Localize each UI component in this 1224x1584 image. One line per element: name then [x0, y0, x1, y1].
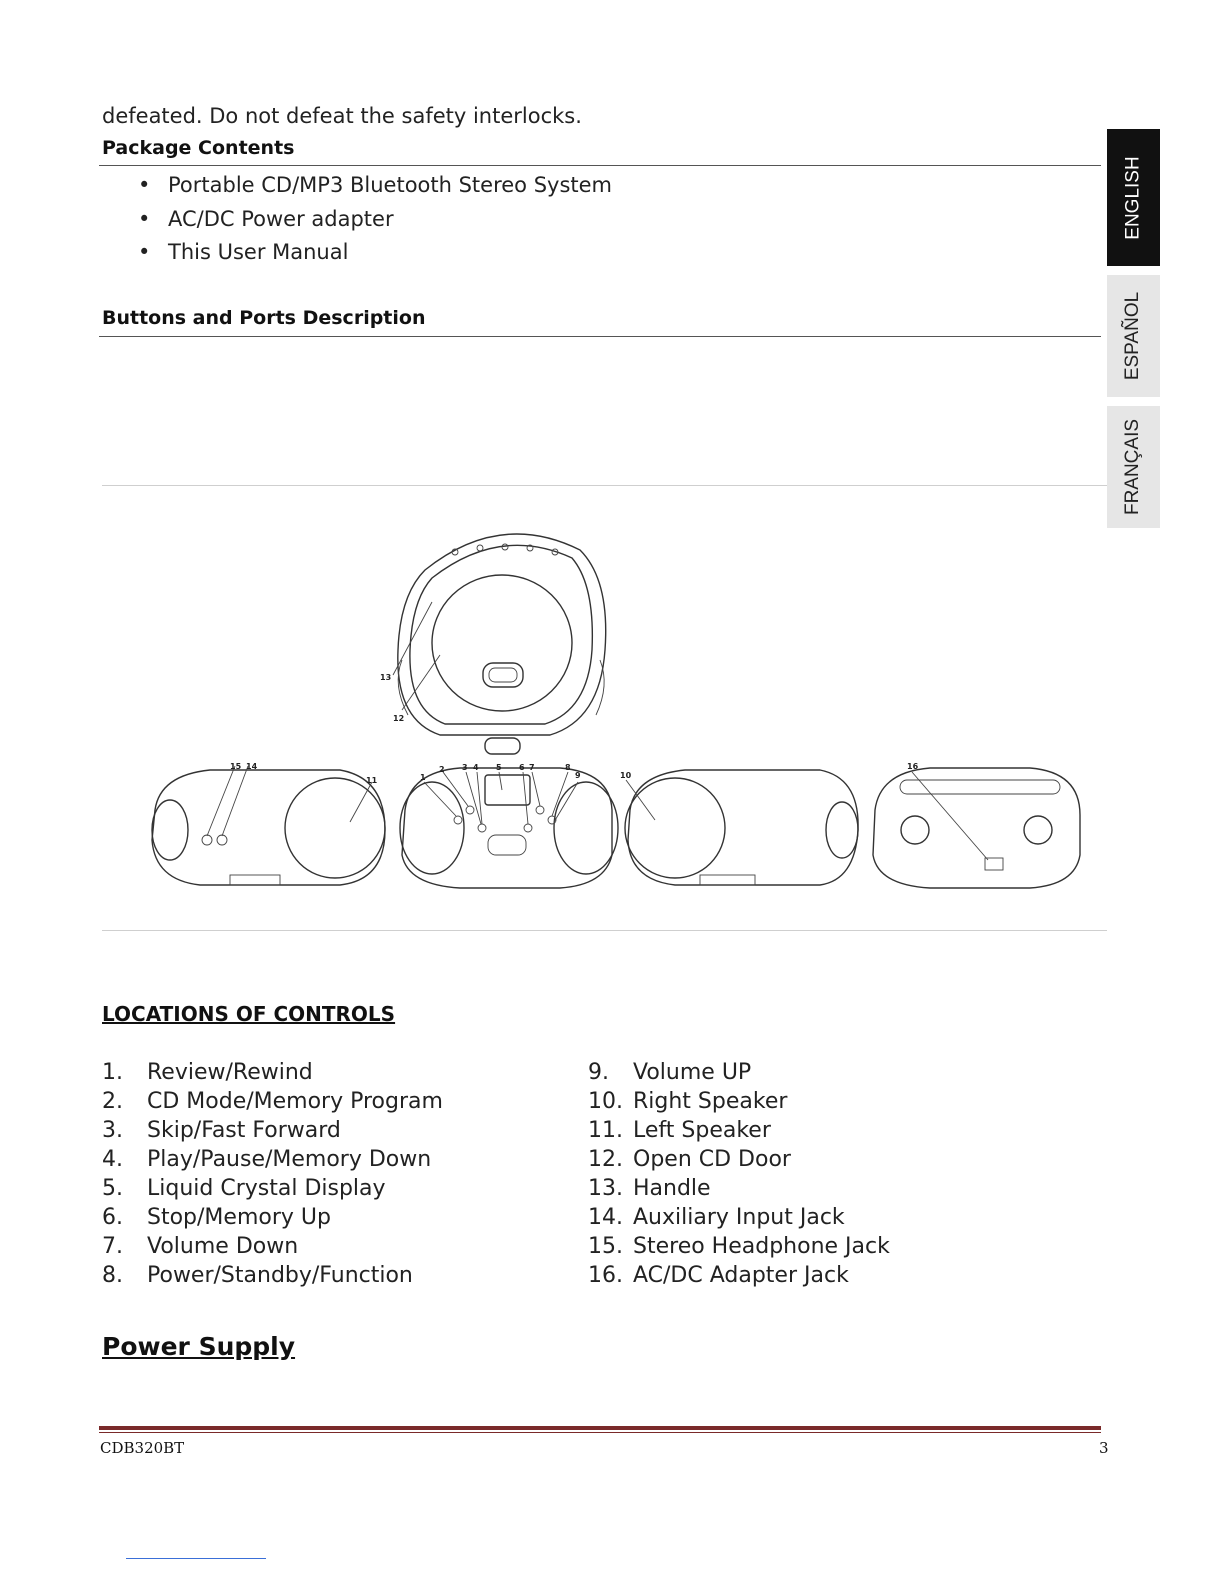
locations-heading: LOCATIONS OF CONTROLS [102, 1002, 396, 1026]
divider [99, 336, 1101, 337]
callout-6: 6 [519, 763, 525, 772]
bottom-link-underline [126, 1558, 266, 1559]
left-side-illustration [152, 766, 385, 885]
callout-7: 7 [529, 763, 535, 772]
top-view-illustration [393, 534, 606, 754]
continued-text: defeated. Do not defeat the safety interlocks. [102, 104, 582, 128]
callout-15: 15 [230, 762, 242, 771]
boombox-diagram [140, 510, 1090, 910]
callout-11: 11 [366, 776, 378, 785]
callout-12: 12 [393, 714, 405, 723]
footer-rule [99, 1426, 1101, 1430]
callout-4: 4 [473, 763, 479, 772]
front-view-illustration [400, 768, 618, 888]
callout-13: 13 [380, 673, 392, 682]
callout-5: 5 [496, 763, 502, 772]
list-item: • Portable CD/MP3 Bluetooth Stereo System [138, 173, 613, 197]
footer-rule-thin [99, 1432, 1101, 1433]
tab-espanol[interactable]: ESPAÑOL [1107, 275, 1160, 397]
tab-english[interactable]: ENGLISH [1107, 129, 1160, 266]
power-supply-heading: Power Supply [102, 1332, 296, 1361]
callout-9: 9 [575, 771, 581, 780]
divider [99, 165, 1101, 166]
callout-1: 1 [420, 773, 426, 782]
buttons-ports-heading: Buttons and Ports Description [102, 307, 426, 329]
diagram-bottom-border [102, 930, 1107, 931]
page-number: 3 [1099, 1439, 1109, 1457]
right-side-illustration [625, 770, 858, 885]
list-item: • AC/DC Power adapter [138, 207, 394, 231]
callout-10: 10 [620, 771, 632, 780]
callout-8: 8 [565, 763, 571, 772]
diagram-top-border [102, 485, 1107, 486]
callout-3: 3 [462, 763, 468, 772]
tab-francais[interactable]: FRANÇAIS [1107, 406, 1160, 528]
callout-2: 2 [439, 765, 445, 774]
package-contents-heading: Package Contents [102, 137, 295, 159]
footer-model: CDB320BT [100, 1439, 185, 1457]
callout-14: 14 [246, 762, 258, 771]
back-view-illustration [873, 768, 1080, 888]
list-item: • This User Manual [138, 240, 349, 264]
callout-16: 16 [907, 762, 919, 771]
